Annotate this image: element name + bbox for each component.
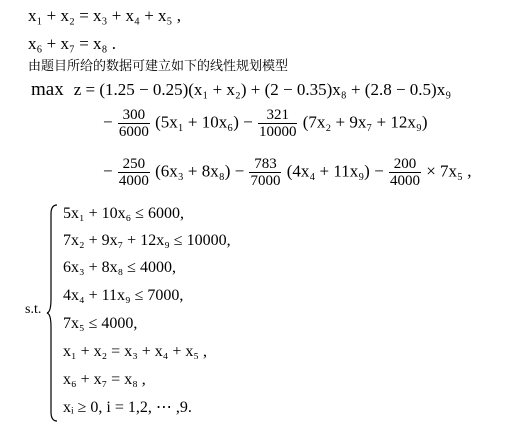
fraction-numerator: 300 xyxy=(118,107,150,124)
constraint-item: 4x₄ + 11x₉ ≤ 7000, xyxy=(63,287,184,304)
fraction-783-7000 xyxy=(249,156,281,189)
fraction-denominator: 4000 xyxy=(118,173,149,189)
fraction-200-4000 xyxy=(389,156,421,189)
fraction-321-10000 xyxy=(258,107,298,140)
constraint-item: 5x₁ + 10x₆ ≤ 6000, xyxy=(63,205,184,222)
objective-line-2 xyxy=(103,107,427,140)
subject-to-label: s.t. xyxy=(25,302,42,317)
minus-sign: − xyxy=(103,112,113,132)
constraint-item: 7x₅ ≤ 4000, xyxy=(63,315,138,332)
constraint-item: 6x₃ + 8x₈ ≤ 4000, xyxy=(63,259,176,276)
objective-term: (5x₁ + 10x₆) − xyxy=(155,112,253,132)
constraint-item: x₆ + x₇ = x₈ , xyxy=(63,371,146,388)
objective-term: (4x₄ + 11x₉) − xyxy=(286,161,384,181)
intro-text: 由题目所给的数据可建立如下的线性规划模型 xyxy=(28,59,289,74)
minus-sign: − xyxy=(103,161,113,181)
constraint-item: xᵢ ≥ 0, i = 1,2, ⋯ ,9. xyxy=(63,399,192,416)
constraint-item: x₁ + x₂ = x₃ + x₄ + x₅ , xyxy=(63,343,207,360)
objective-line-3 xyxy=(103,156,471,189)
objective-term: (6x₃ + 8x₈) − xyxy=(155,161,245,181)
fraction-denominator: 10000 xyxy=(258,124,297,140)
fraction-numerator: 250 xyxy=(118,156,150,173)
max-label: max xyxy=(31,79,64,100)
equation-flow-balance-2: x₆ + x₇ = x₈ . xyxy=(28,34,116,53)
fraction-numerator: 783 xyxy=(249,156,281,173)
constraint-brace xyxy=(46,204,58,422)
fraction-denominator: 7000 xyxy=(250,173,281,189)
objective-term: × 7x₅ , xyxy=(426,161,472,181)
equation-flow-balance-1: x₁ + x₂ = x₃ + x₄ + x₅ , xyxy=(28,6,181,25)
fraction-denominator: 4000 xyxy=(389,173,420,189)
fraction-numerator: 200 xyxy=(389,156,421,173)
objective-term: (7x₂ + 9x₇ + 12x₉) xyxy=(302,112,428,132)
objective-line-1 xyxy=(31,80,451,100)
fraction-250-4000 xyxy=(118,156,150,189)
fraction-300-6000 xyxy=(118,107,150,140)
fraction-denominator: 6000 xyxy=(118,124,149,140)
objective-expression-1: z = (1.25 − 0.25)(x₁ + x₂) + (2 − 0.35)x₈ + (2.8 − 0.5)x₉ xyxy=(73,80,452,99)
fraction-numerator: 321 xyxy=(258,107,298,124)
constraint-item: 7x₂ + 9x₇ + 12x₉ ≤ 10000, xyxy=(63,232,231,249)
